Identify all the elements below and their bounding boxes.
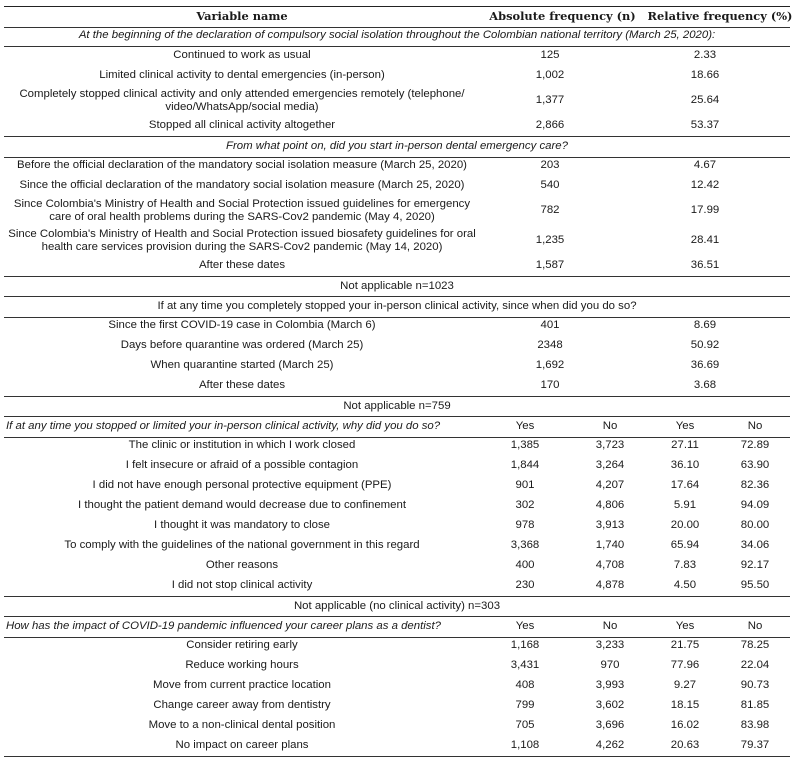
no-percent: 34.06 <box>740 539 770 552</box>
row-label: Since Colombia's Ministry of Health and Social Protection issued guidelines for emergency care of oral health problems during the SARS-Cov2 pandemic (May 4, 2020) <box>13 197 471 223</box>
table-row <box>4 316 790 336</box>
not-applicable-label: Not applicable n=1023 <box>340 280 454 293</box>
absolute-frequency: 170 <box>540 379 560 392</box>
column-label-yes: Yes <box>675 620 695 633</box>
absolute-frequency: 401 <box>540 319 560 332</box>
row-label: Move to a non-clinical dental position <box>148 719 336 732</box>
no-count: 3,233 <box>595 639 625 652</box>
not-applicable-row <box>4 276 790 297</box>
table-row <box>4 676 790 696</box>
column-label-no: No <box>747 620 763 633</box>
yes-count: 901 <box>515 479 535 492</box>
row-label: Reduce working hours <box>185 659 299 672</box>
no-count: 3,913 <box>595 519 625 532</box>
absolute-frequency: 540 <box>540 179 560 192</box>
header-relative-frequency: Relative frequency (%) <box>647 9 793 24</box>
relative-frequency: 12.42 <box>690 179 720 192</box>
relative-frequency: 36.69 <box>690 359 720 372</box>
column-label-no: No <box>602 420 618 433</box>
no-count: 4,806 <box>595 499 625 512</box>
not-applicable-label: Not applicable (no clinical activity) n=303 <box>293 600 501 613</box>
no-percent: 92.17 <box>740 559 770 572</box>
row-label: I thought it was mandatory to close <box>153 519 330 532</box>
table-row <box>4 736 790 756</box>
yes-count: 400 <box>515 559 535 572</box>
yes-percent: 18.15 <box>670 699 700 712</box>
column-label-yes: Yes <box>675 420 695 433</box>
row-label: Continued to work as usual <box>173 49 311 62</box>
row-label: Days before quarantine was ordered (March 25) <box>120 339 364 352</box>
row-label: Stopped all clinical activity altogether <box>148 119 336 132</box>
row-label: Since the official declaration of the mandatory social isolation measure (March 25, 2020) <box>19 179 465 192</box>
absolute-frequency: 1,235 <box>535 234 565 247</box>
yes-count: 705 <box>515 719 535 732</box>
not-applicable-row <box>4 596 790 617</box>
table-row <box>4 696 790 716</box>
table-row <box>4 156 790 176</box>
column-label-yes: Yes <box>515 420 535 433</box>
relative-frequency: 53.37 <box>690 119 720 132</box>
row-label: Change career away from dentistry <box>153 699 331 712</box>
table-row <box>4 496 790 516</box>
relative-frequency: 2.33 <box>693 49 717 62</box>
relative-frequency: 36.51 <box>690 259 720 272</box>
row-label: The clinic or institution in which I work closed <box>128 439 356 452</box>
table-row <box>4 226 790 256</box>
row-label: No impact on career plans <box>175 739 309 752</box>
no-count: 3,602 <box>595 699 625 712</box>
not-applicable-label: Not applicable n=759 <box>343 400 451 413</box>
row-label: I did not stop clinical activity <box>171 579 313 592</box>
yes-percent: 4.50 <box>673 579 697 592</box>
yes-count: 3,431 <box>510 659 540 672</box>
section-heading-row <box>4 26 790 47</box>
no-percent: 82.36 <box>740 479 770 492</box>
yes-count: 408 <box>515 679 535 692</box>
absolute-frequency: 2,866 <box>535 119 565 132</box>
section-title: From what point on, did you start in-person dental emergency care? <box>226 140 568 153</box>
column-label-no: No <box>602 620 618 633</box>
yes-percent: 20.63 <box>670 739 700 752</box>
table-row <box>4 336 790 356</box>
table-row <box>4 436 790 456</box>
no-count: 3,696 <box>595 719 625 732</box>
absolute-frequency: 125 <box>540 49 560 62</box>
row-label: Consider retiring early <box>186 639 298 652</box>
no-percent: 83.98 <box>740 719 770 732</box>
table-row <box>4 256 790 276</box>
no-count: 4,708 <box>595 559 625 572</box>
table-row <box>4 456 790 476</box>
relative-frequency: 50.92 <box>690 339 720 352</box>
relative-frequency: 3.68 <box>693 379 717 392</box>
no-percent: 80.00 <box>740 519 770 532</box>
absolute-frequency: 1,002 <box>535 69 565 82</box>
row-label: Completely stopped clinical activity and only attended emergencies remotely (telephone/ video/WhatsApp/social media) <box>19 87 465 113</box>
no-count: 3,723 <box>595 439 625 452</box>
absolute-frequency: 782 <box>540 204 560 217</box>
no-percent: 72.89 <box>740 439 770 452</box>
column-label-no: No <box>747 420 763 433</box>
row-label: Other reasons <box>205 559 279 572</box>
column-label-yes: Yes <box>515 620 535 633</box>
yes-count: 230 <box>515 579 535 592</box>
table-row <box>4 116 790 136</box>
row-label: Before the official declaration of the mandatory social isolation measure (March 25, 2020) <box>17 159 467 172</box>
yes-count: 1,108 <box>510 739 540 752</box>
yes-count: 3,368 <box>510 539 540 552</box>
yes-percent: 20.00 <box>670 519 700 532</box>
no-count: 4,262 <box>595 739 625 752</box>
section-heading-row <box>4 136 790 158</box>
no-count: 4,207 <box>595 479 625 492</box>
table-row <box>4 66 790 86</box>
yes-percent: 17.64 <box>670 479 700 492</box>
section-heading-row <box>4 296 790 318</box>
header-variable-name: Variable name <box>196 9 288 24</box>
table-header <box>4 6 793 28</box>
table-row <box>4 176 790 196</box>
no-percent: 79.37 <box>740 739 770 752</box>
yes-percent: 9.27 <box>673 679 697 692</box>
table-row <box>4 656 790 676</box>
no-percent: 81.85 <box>740 699 770 712</box>
table-row <box>4 636 790 656</box>
yes-percent: 65.94 <box>670 539 700 552</box>
no-count: 4,878 <box>595 579 625 592</box>
table-row <box>4 536 790 556</box>
yes-count: 1,385 <box>510 439 540 452</box>
row-label: After these dates <box>198 259 286 272</box>
no-percent: 95.50 <box>740 579 770 592</box>
yes-count: 799 <box>515 699 535 712</box>
section-title: If at any time you stopped or limited your in-person clinical activity, why did you do so? <box>6 420 441 433</box>
section-title: If at any time you completely stopped your in-person clinical activity, since when did you do so? <box>157 300 637 313</box>
absolute-frequency: 1,587 <box>535 259 565 272</box>
no-percent: 63.90 <box>740 459 770 472</box>
table-row <box>4 376 790 396</box>
table-row <box>4 86 790 116</box>
relative-frequency: 8.69 <box>693 319 717 332</box>
no-count: 3,264 <box>595 459 625 472</box>
table-row <box>4 576 790 596</box>
row-label: When quarantine started (March 25) <box>150 359 334 372</box>
absolute-frequency: 203 <box>540 159 560 172</box>
section-title: At the beginning of the declaration of compulsory social isolation throughout the Colombian national territory (March 25, 2020): <box>78 29 716 42</box>
relative-frequency: 28.41 <box>690 234 720 247</box>
table-row <box>4 476 790 496</box>
table-row <box>4 196 790 226</box>
table-bottom-rule <box>4 756 790 757</box>
yes-percent: 5.91 <box>673 499 697 512</box>
no-percent: 22.04 <box>740 659 770 672</box>
row-label: Since Colombia's Ministry of Health and Social Protection issued biosafety guidelines for oral health care services provision during the SARS-Cov2 pandemic (May 14, 2020) <box>8 227 476 253</box>
yes-percent: 7.83 <box>673 559 697 572</box>
row-label: Limited clinical activity to dental emergencies (in-person) <box>99 69 385 82</box>
relative-frequency: 25.64 <box>690 94 720 107</box>
not-applicable-row <box>4 396 790 417</box>
no-percent: 94.09 <box>740 499 770 512</box>
yes-count: 1,844 <box>510 459 540 472</box>
table-row <box>4 356 790 376</box>
yes-count: 1,168 <box>510 639 540 652</box>
table-row <box>4 716 790 736</box>
section-heading-row <box>4 616 790 638</box>
row-label: I felt insecure or afraid of a possible contagion <box>125 459 359 472</box>
table-row <box>4 516 790 536</box>
absolute-frequency: 1,692 <box>535 359 565 372</box>
row-label: I thought the patient demand would decrease due to confinement <box>77 499 407 512</box>
row-label: After these dates <box>198 379 286 392</box>
no-count: 1,740 <box>595 539 625 552</box>
yes-percent: 27.11 <box>671 439 699 452</box>
yes-count: 302 <box>515 499 535 512</box>
yes-percent: 36.10 <box>670 459 700 472</box>
no-count: 3,993 <box>595 679 625 692</box>
section-heading-row <box>4 416 790 438</box>
absolute-frequency: 2348 <box>537 339 563 352</box>
row-label: I did not have enough personal protective equipment (PPE) <box>92 479 392 492</box>
yes-percent: 16.02 <box>670 719 700 732</box>
absolute-frequency: 1,377 <box>535 94 565 107</box>
no-count: 970 <box>600 659 620 672</box>
row-label: Move from current practice location <box>153 679 331 692</box>
relative-frequency: 17.99 <box>690 204 720 217</box>
relative-frequency: 4.67 <box>693 159 717 172</box>
yes-percent: 77.96 <box>670 659 700 672</box>
no-percent: 78.25 <box>740 639 770 652</box>
section-title: How has the impact of COVID-19 pandemic influenced your career plans as a dentist? <box>6 620 441 633</box>
yes-count: 978 <box>515 519 535 532</box>
row-label: Since the first COVID-19 case in Colombia (March 6) <box>108 319 376 332</box>
table-row <box>4 46 790 66</box>
table-row <box>4 556 790 576</box>
no-percent: 90.73 <box>740 679 770 692</box>
header-absolute-frequency: Absolute frequency (n) <box>489 9 636 24</box>
yes-percent: 21.75 <box>670 639 700 652</box>
row-label: To comply with the guidelines of the national government in this regard <box>64 539 420 552</box>
relative-frequency: 18.66 <box>690 69 720 82</box>
